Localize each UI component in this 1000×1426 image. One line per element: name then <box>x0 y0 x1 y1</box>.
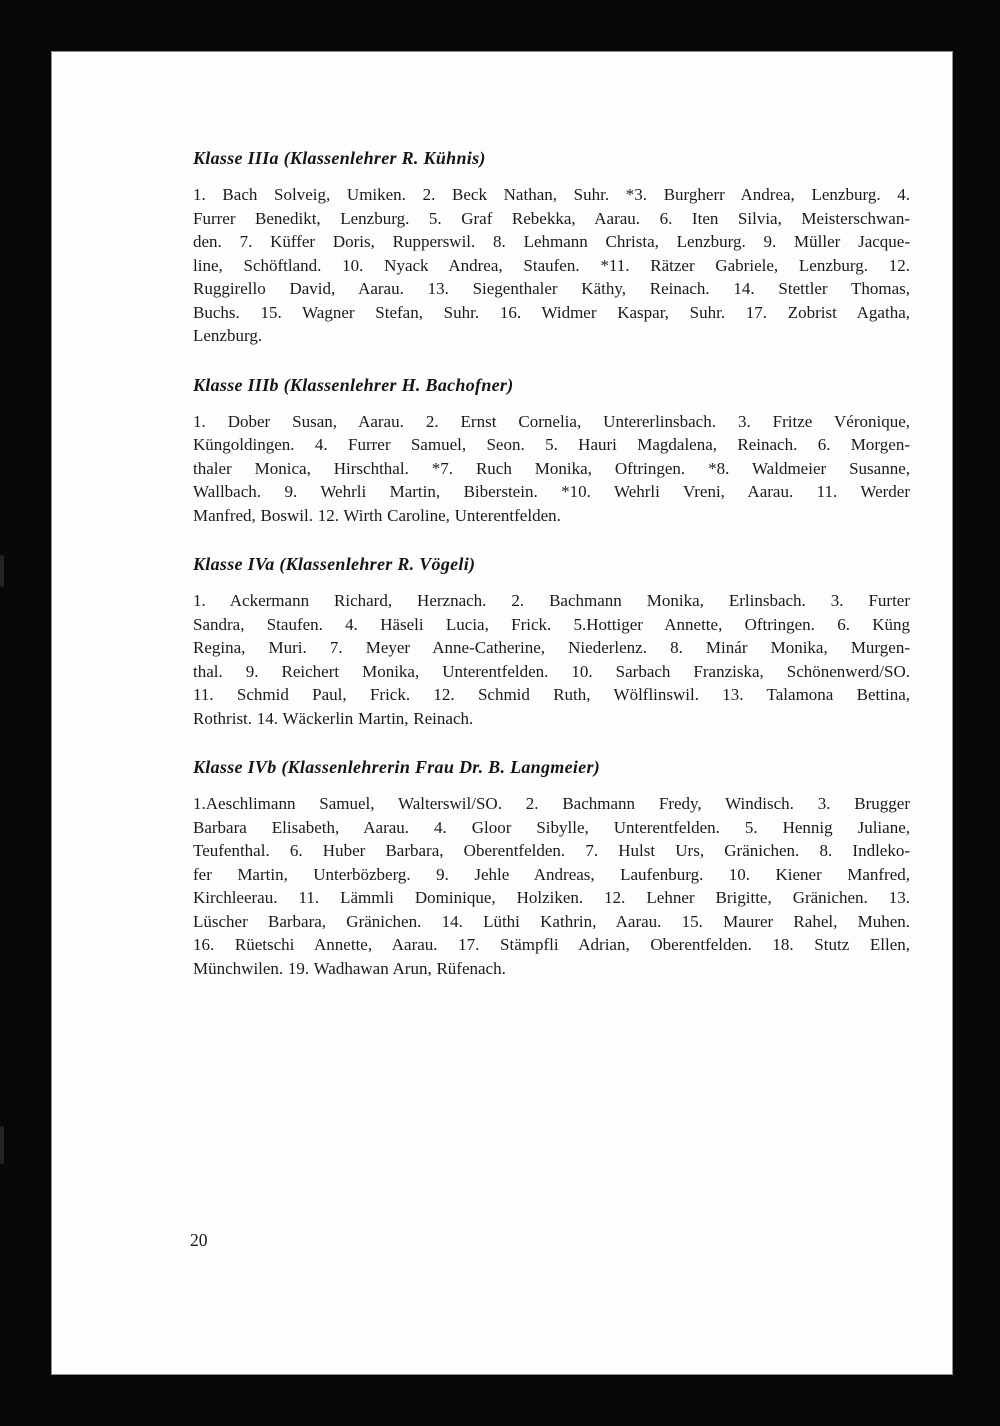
student-list-line: 16. Rüetschi Annette, Aarau. 17. Stämpfli Adrian, Oberentfelden. 18. Stutz Ellen, <box>193 935 910 954</box>
class-section <box>193 757 910 980</box>
page-number: 20 <box>190 1230 208 1250</box>
page-content <box>193 148 910 980</box>
student-list-line: Buchs. 15. Wagner Stefan, Suhr. 16. Widmer Kaspar, Suhr. 17. Zobrist Agatha, <box>193 302 910 322</box>
student-list-line: 11. Schmid Paul, Frick. 12. Schmid Ruth, Wölflinswil. 13. Talamona Bettina, <box>193 685 910 704</box>
student-list-line: fer Martin, Unterbözberg. 9. Jehle Andreas, Laufenburg. 10. Kiener Manfred, <box>193 864 910 884</box>
class-section <box>193 148 910 348</box>
student-list-line: Lüscher Barbara, Gränichen. 14. Lüthi Kathrin, Aarau. 15. Maurer Rahel, Muhen. <box>193 911 910 931</box>
class-section <box>193 375 910 528</box>
section-heading: Klasse IVb (Klassenlehrerin Frau Dr. B. Langmeier) <box>193 757 601 777</box>
student-list-line: Barbara Elisabeth, Aarau. 4. Gloor Sibylle, Unterentfelden. 5. Hennig Juliane, <box>193 817 910 837</box>
section-heading: Klasse IIIa (Klassenlehrer R. Kühnis) <box>193 148 486 168</box>
student-list-line: Kirchleerau. 11. Lämmli Dominique, Holziken. 12. Lehner Brigitte, Gränichen. 13. <box>193 888 910 907</box>
section-heading: Klasse IVa (Klassenlehrer R. Vögeli) <box>193 554 476 574</box>
student-list-line: Wallbach. 9. Wehrli Martin, Biberstein. *10. Wehrli Vreni, Aarau. 11. Werder <box>193 482 910 501</box>
section-heading: Klasse IIIb (Klassenlehrer H. Bachofner) <box>193 374 514 395</box>
scan-artifact <box>0 555 4 587</box>
student-list <box>193 410 910 528</box>
student-list-line: Lenzburg. <box>193 326 263 345</box>
student-list <box>193 792 910 980</box>
book-page <box>52 52 952 1374</box>
student-list-line: thaler Monica, Hirschthal. *7. Ruch Monika, Oftringen. *8. Waldmeier Susanne, <box>193 458 910 478</box>
student-list-line: Münchwilen. 19. Wadhawan Arun, Rüfenach. <box>193 958 506 978</box>
student-list-line: Ruggirello David, Aarau. 13. Siegenthaler Käthy, Reinach. 14. Stettler Thomas, <box>193 279 910 298</box>
student-list-line: 1. Dober Susan, Aarau. 2. Ernst Cornelia, Untererlinsbach. 3. Fritze Véronique, <box>193 411 910 431</box>
student-list-line: Manfred, Boswil. 12. Wirth Caroline, Unterentfelden. <box>193 505 561 525</box>
student-list-line: Küngoldingen. 4. Furrer Samuel, Seon. 5. Hauri Magdalena, Reinach. 6. Morgen- <box>193 435 910 454</box>
student-list-line: thal. 9. Reichert Monika, Unterentfelden. 10. Sarbach Franziska, Schönenwerd/SO. <box>193 661 910 681</box>
student-list <box>193 183 910 348</box>
student-list-line: Furrer Benedikt, Lenzburg. 5. Graf Rebekka, Aarau. 6. Iten Silvia, Meisterschwan- <box>193 208 910 228</box>
student-list-line: Rothrist. 14. Wäckerlin Martin, Reinach. <box>193 708 474 728</box>
student-list-line: Regina, Muri. 7. Meyer Anne-Catherine, Niederlenz. 8. Minár Monika, Murgen- <box>193 638 910 657</box>
student-list-line: 1. Bach Solveig, Umiken. 2. Beck Nathan, Suhr. *3. Burgherr Andrea, Lenzburg. 4. <box>193 185 910 204</box>
student-list-line: Sandra, Staufen. 4. Häseli Lucia, Frick. 5.Hottiger Annette, Oftringen. 6. Küng <box>193 614 910 634</box>
student-list-line: 1.Aeschlimann Samuel, Walterswil/SO. 2. Bachmann Fredy, Windisch. 3. Brugger <box>193 794 910 813</box>
student-list <box>193 589 910 730</box>
scan-artifact <box>0 1126 4 1164</box>
class-section <box>193 554 910 730</box>
student-list-line: den. 7. Küffer Doris, Rupperswil. 8. Lehmann Christa, Lenzburg. 9. Müller Jacque- <box>193 232 910 251</box>
student-list-line: line, Schöftland. 10. Nyack Andrea, Staufen. *11. Rätzer Gabriele, Lenzburg. 12. <box>193 255 910 275</box>
student-list-line: 1. Ackermann Richard, Herznach. 2. Bachmann Monika, Erlinsbach. 3. Furter <box>193 591 910 610</box>
student-list-line: Teufenthal. 6. Huber Barbara, Oberentfelden. 7. Hulst Urs, Gränichen. 8. Indleko- <box>193 841 910 860</box>
